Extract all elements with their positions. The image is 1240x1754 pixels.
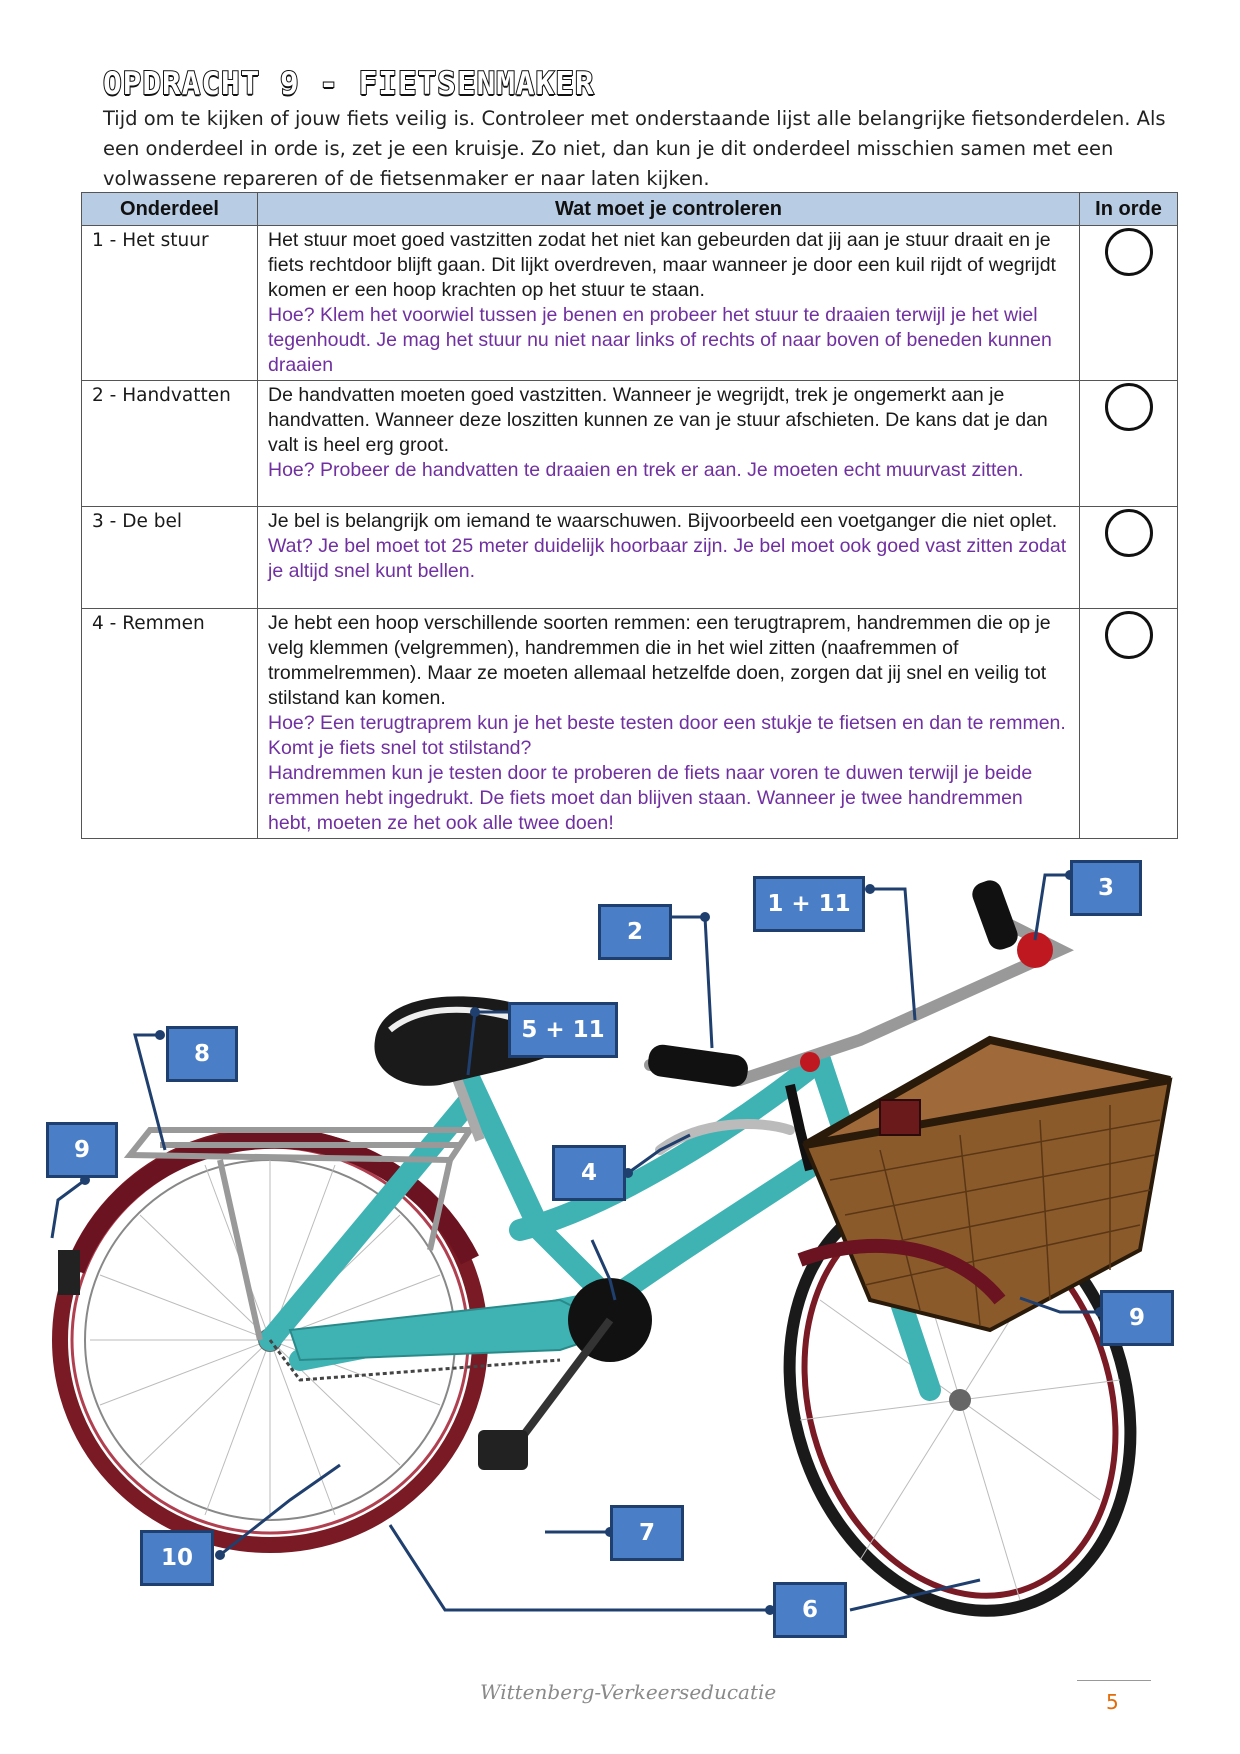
- in-orde-cell[interactable]: [1080, 609, 1178, 839]
- description-text: Je hebt een hoop verschillende soorten remmen: een terugtraprem, handremmen die op je velg klemmen (velgremmen), handremmen die in het wiel zitten (naafremmen of trommelremmen). Maar ze moeten allemaal hetzelfde doen, zorgen dat jij snel en veilig tot stilstand kan komen.: [268, 612, 1051, 709]
- table-row: [82, 507, 1178, 609]
- check-description: [258, 381, 1080, 507]
- footer-source: Wittenberg-Verkeerseducatie: [480, 1680, 777, 1704]
- rear-light: [58, 1250, 80, 1295]
- description-text: De handvatten moeten goed vastzitten. Wanneer je wegrijdt, trek je ongemerkt aan je handvatten. Wanneer deze loszitten kunnen ze van je stuur afschieten. De kans dat je dan valt is heel erg groot.: [268, 384, 1048, 456]
- checklist-table: [81, 192, 1178, 839]
- gear-shifter: [800, 1052, 820, 1072]
- label-box-7: 7: [610, 1505, 684, 1561]
- label-box-10: 10: [140, 1530, 214, 1586]
- check-description: [258, 609, 1080, 839]
- left-grip: [646, 1043, 749, 1089]
- how-to-text: Hoe? Probeer de handvatten te draaien en trek er aan. Je moeten echt muurvast zitten.: [268, 459, 1024, 481]
- label-box-9-rear: 9: [46, 1122, 118, 1178]
- page-number: 5: [1106, 1690, 1119, 1714]
- bicycle-figure: [0, 840, 1240, 1640]
- description-text: Het stuur moet goed vastzitten zodat het niet kan gebeurden dat jij aan je stuur draait en je fiets rechtdoor blijft gaan. Dit lijkt overdreven, maar wanneer je door een kuil rijdt of wegrijdt komen er een hoop krachten op het stuur te staan.: [268, 229, 1056, 301]
- how-to-text: Wat? Je bel moet tot 25 meter duidelijk hoorbaar zijn. Je bel moet ook goed vast zitten zodat je altijd snel kunt bellen.: [268, 535, 1067, 582]
- how-to-text: Hoe? Een terugtraprem kun je het beste testen door een stukje te fietsen en dan te remmen. Komt je fiets snel tot stilstand?: [268, 712, 1066, 759]
- label-box-9-front: 9: [1100, 1290, 1174, 1346]
- intro-text: Tijd om te kijken of jouw fiets veilig is. Controleer met onderstaande lijst alle belangrijke fietsonderdelen. Als een onderdeel in orde is, zet je een kruisje. Zo niet, dan kun je dit onderdeel misschien samen met een volwassene repareren of de fietsenmaker er naar laten kijken.: [103, 107, 1166, 190]
- how-to-text-2: Handremmen kun je testen door te proberen de fiets naar voren te duwen terwijl je beide remmen hebt ingedrukt. De fiets moet dan blijven staan. Wanneer je twee handremmen hebt, moeten ze het ook alle twee doen!: [268, 762, 1033, 834]
- table-row: [82, 226, 1178, 381]
- table-row: [82, 609, 1178, 839]
- part-name: 3 - De bel: [82, 507, 258, 609]
- label-box-4: 4: [552, 1145, 626, 1201]
- page-number-rule: [1077, 1680, 1151, 1681]
- description-text: Je bel is belangrijk om iemand te waarschuwen. Bijvoorbeeld een voetganger die niet oplet.: [268, 510, 1058, 532]
- label-box-6: 6: [773, 1582, 847, 1638]
- page-title: OPDRACHT 9 - FIETSENMAKER: [103, 66, 595, 102]
- in-orde-cell[interactable]: [1080, 381, 1178, 507]
- table-row: [82, 381, 1178, 507]
- header-in-orde: In orde: [1080, 193, 1178, 226]
- checkbox-circle[interactable]: [1105, 611, 1153, 659]
- header-onderdeel: Onderdeel: [82, 193, 258, 226]
- checkbox-circle[interactable]: [1105, 383, 1153, 431]
- part-name: 4 - Remmen: [82, 609, 258, 839]
- right-grip: [969, 877, 1021, 953]
- label-box-1-11: 1 + 11: [753, 876, 865, 932]
- label-box-3: 3: [1070, 860, 1142, 916]
- how-to-text: Hoe? Klem het voorwiel tussen je benen en probeer het stuur te draaien terwijl je het wiel tegenhoudt. Je mag het stuur nu niet naar links of rechts of naar boven of beneden kunnen draaien: [268, 304, 1052, 376]
- in-orde-cell[interactable]: [1080, 507, 1178, 609]
- part-name: 1 - Het stuur: [82, 226, 258, 381]
- check-description: [258, 226, 1080, 381]
- check-description: [258, 507, 1080, 609]
- label-box-5-11: 5 + 11: [508, 1002, 618, 1058]
- header-controleren: Wat moet je controleren: [258, 193, 1080, 226]
- part-name: 2 - Handvatten: [82, 381, 258, 507]
- label-box-8: 8: [166, 1026, 238, 1082]
- pedal: [478, 1430, 528, 1470]
- checkbox-circle[interactable]: [1105, 228, 1153, 276]
- label-box-2: 2: [598, 904, 672, 960]
- in-orde-cell[interactable]: [1080, 226, 1178, 381]
- checkbox-circle[interactable]: [1105, 509, 1153, 557]
